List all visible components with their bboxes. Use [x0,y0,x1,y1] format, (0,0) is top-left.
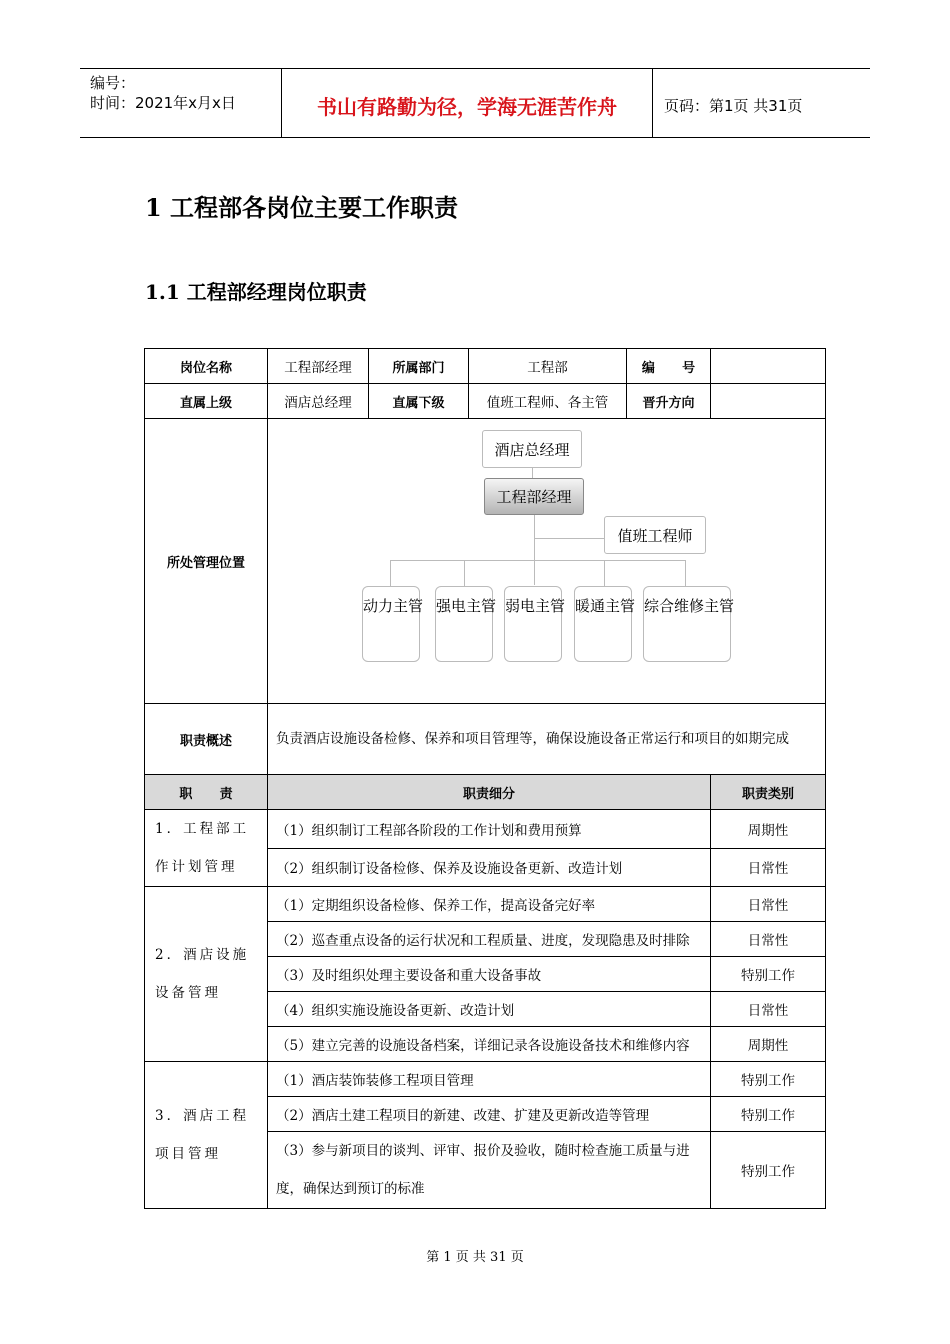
table-row [145,810,826,849]
duty-detail: （5）建立完善的设施设备档案，详细记录各设施设备技术和维修内容 [268,1027,711,1062]
duties-header-row [145,775,826,810]
duties-header-duty: 职 责 [145,775,268,810]
duty-detail: （2）巡查重点设备的运行状况和工程质量、进度，发现隐患及时排除 [268,922,711,957]
duty-type: 特别工作 [711,957,826,992]
code-label: 编 号 [627,349,711,384]
duty-type: 特别工作 [711,1062,826,1097]
superior-value: 酒店总经理 [268,384,369,419]
header-motto: 书山有路勤为径，学海无涯苦作舟 [281,69,653,137]
duty-type: 日常性 [711,887,826,922]
info-row-2 [145,384,826,419]
duty-type: 日常性 [711,922,826,957]
promotion-label: 晋升方向 [627,384,711,419]
superior-label: 直属上级 [145,384,268,419]
subordinate-value: 值班工程师、各主管 [469,384,627,419]
summary-label: 职责概述 [145,704,268,775]
duty-detail: （3）参与新项目的谈判、评审、报价及验收，随时检查施工质量与进度，确保达到预订的标准 [268,1132,711,1209]
duty-detail: （1）定期组织设备检修、保养工作，提高设备完好率 [268,887,711,922]
dept-label: 所属部门 [369,349,469,384]
position-name-label: 岗位名称 [145,349,268,384]
duty-type: 周期性 [711,810,826,849]
summary-row [145,704,826,775]
duty-detail: （1）组织制订工程部各阶段的工作计划和费用预算 [268,810,711,849]
org-connector [390,560,686,561]
duty-type: 日常性 [711,992,826,1027]
header-time-label: 时间：2021年x月x日 [90,94,236,112]
duties-header-type: 职责类别 [711,775,826,810]
summary-text: 负责酒店设施设备检修、保养和项目管理等，确保设施设备正常运行和项目的如期完成 [268,704,826,775]
org-connector [532,468,533,478]
page-footer: 第 1 页 共 31 页 [426,1250,524,1265]
org-connector [685,560,686,586]
org-sub-box: 强电主管 [435,586,493,662]
org-chart [268,420,824,702]
org-connector [464,560,465,586]
org-row [145,419,826,704]
duty-table [144,348,826,1209]
org-label: 所处管理位置 [145,419,268,704]
duty-detail: （2）酒店土建工程项目的新建、改建、扩建及更新改造等管理 [268,1097,711,1132]
header-page-info: 页码：第1页 共31页 [664,96,803,115]
duty-detail: （2）组织制订设备检修、保养及设施设备更新、改造计划 [268,848,711,887]
duty-type: 周期性 [711,1027,826,1062]
duty-type: 日常性 [711,848,826,887]
org-chart-cell [268,419,826,704]
header-meta [80,69,280,137]
org-connector [534,538,604,539]
duty-name: 3．酒店工程项目管理 [145,1062,268,1209]
table-row [145,887,826,922]
info-row-1 [145,349,826,384]
heading-2: 1.1 工程部经理岗位职责 [145,280,367,304]
heading-1: 1 工程部各岗位主要工作职责 [145,193,459,222]
duty-detail: （3）及时组织处理主要设备和重大设备事故 [268,957,711,992]
dept-value: 工程部 [469,349,627,384]
page-header [80,68,870,138]
org-connector [534,515,535,585]
code-value [711,349,826,384]
header-code-label: 编号： [90,74,136,92]
position-name: 工程部经理 [268,349,369,384]
duty-type: 特别工作 [711,1132,826,1209]
org-manager-box: 工程部经理 [484,478,584,515]
org-top-box: 酒店总经理 [482,430,582,468]
org-connector [390,560,391,586]
org-connector [604,560,605,586]
promotion-value [711,384,826,419]
org-assistant-box: 值班工程师 [604,516,706,554]
duties-header-detail: 职责细分 [268,775,711,810]
duty-detail: （1）酒店装饰装修工程项目管理 [268,1062,711,1097]
duty-name: 2．酒店设施设备管理 [145,887,268,1062]
org-sub-box: 动力主管 [362,586,420,662]
org-sub-box: 综合维修主管 [643,586,731,662]
duty-detail: （4）组织实施设施设备更新、改造计划 [268,992,711,1027]
duty-type: 特别工作 [711,1097,826,1132]
org-sub-box: 弱电主管 [504,586,562,662]
table-row [145,1062,826,1097]
duty-name: 1．工程部工作计划管理 [145,810,268,887]
org-sub-box: 暖通主管 [574,586,632,662]
subordinate-label: 直属下级 [369,384,469,419]
